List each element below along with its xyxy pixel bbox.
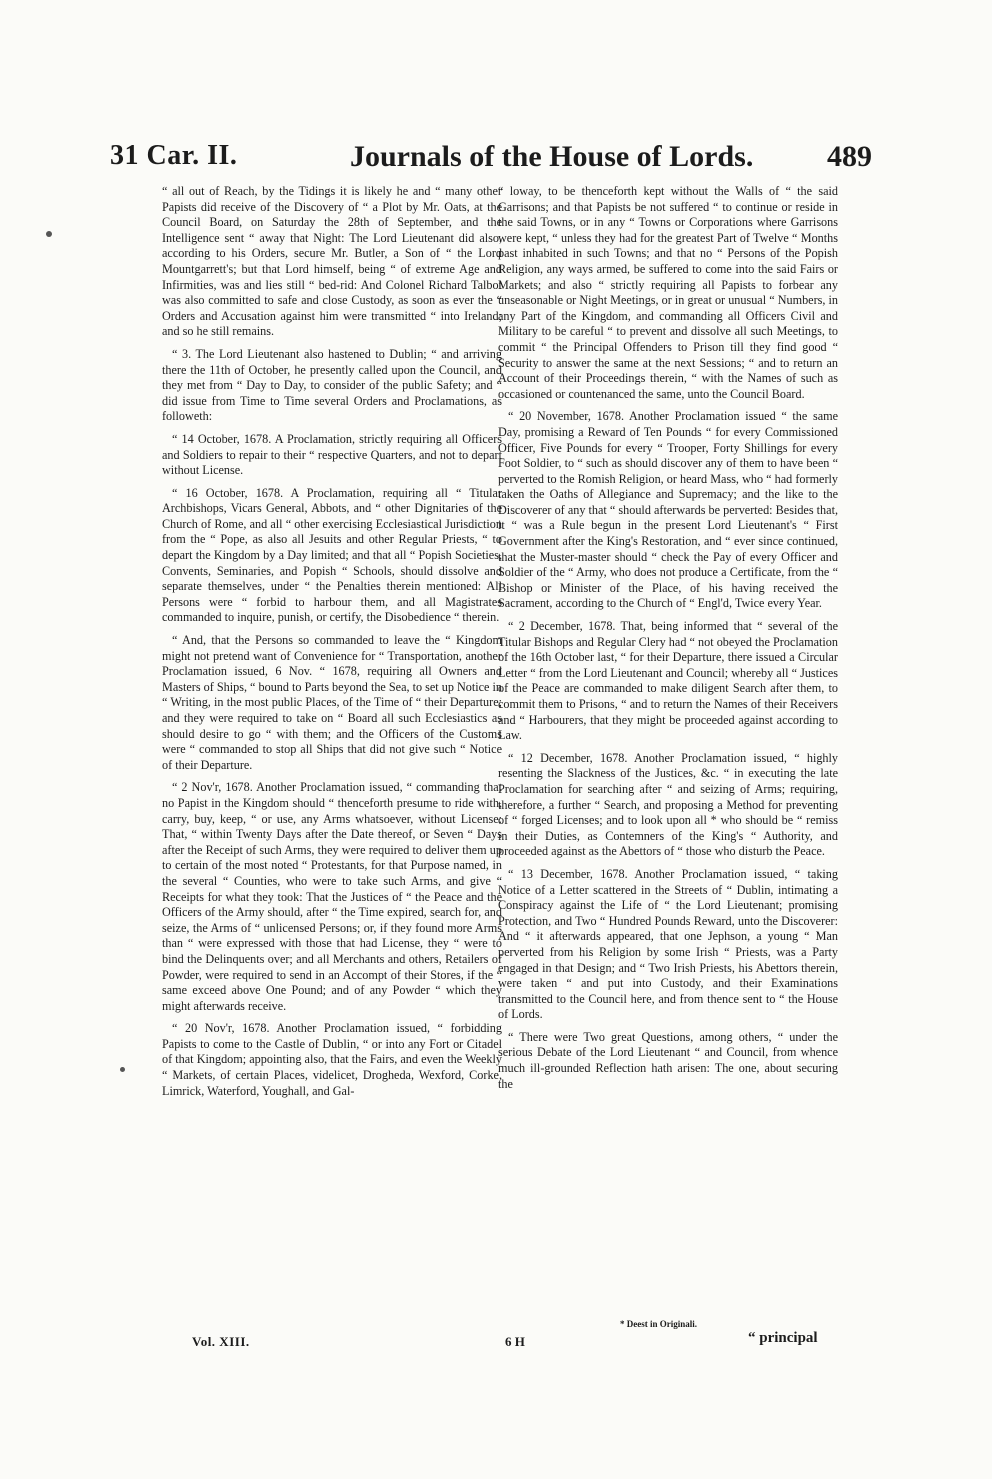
paragraph: “ 14 October, 1678. A Proclamation, strictly requiring all Officers and Soldiers to repair to their “ respective Quarters, and not to depart without License.	[162, 431, 502, 478]
paragraph: “ And, that the Persons so commanded to leave the “ Kingdom might not pretend want of Convenience for “ Transportation, another Proclamation issued, 6 Nov. “ 1678, requiring all Owners and Masters of Ships, “ bound to Parts beyond the Sea, to set up Notice in “ Writing, in the most public Places, of the Time of “ their Departure; and they were required to take on “ Board all such Ecclesiastics as should desire to go “ with them; and the Officers of the Customs were “ commanded to stop all Ships that did not give such “ Notice of their Departure.	[162, 633, 502, 772]
paragraph: “ 2 December, 1678. That, being informed that “ several of the Titular Bishops and Regular Clery had “ not obeyed the Proclamation of the 16th October last, “ for their Departure, there issued a Circular Letter “ from the Lord Lieutenant and Council; whereby all “ Justices of the Peace are commanded to make diligent Search after them, to commit them to Prisons, “ and to return the Names of their Receivers and “ Harbourers, that they might be proceeded against according to Law.	[498, 619, 838, 743]
paragraph: “ 16 October, 1678. A Proclamation, requiring all “ Titular Archbishops, Vicars General, Abbots, and “ other Dignitaries of the Church of Rome, and all “ other exercising Ecclesiastical Jurisdiction from the “ Pope, as also all Jesuits and other Regular Priests, “ to depart the Kingdom by a Day limited; and that all “ Popish Societies, Convents, Seminaries, and Popish “ Schools, should dissolve and separate themselves, under “ the Penalties therein mentioned: All Persons were “ forbid to harbour them, and all Magistrates commanded to inquire, punish, or certify, the Disobedience “ therein.	[162, 485, 502, 625]
margin-mark	[46, 231, 52, 237]
signature-mark: 6 H	[505, 1334, 525, 1349]
right-column	[498, 184, 838, 1304]
paragraph: “ 20 November, 1678. Another Proclamation issued “ the same Day, promising a Reward of Ten Pounds “ for every Commissioned Officer, Five Pounds for every “ Trooper, Forty Shillings for every Foot Soldier, to “ such as should discover any of them to have been “ perverted to the Romish Religion, or heard Mass, who “ had formerly taken the Oaths of Allegiance and Supremacy; and the like to the Discoverer of any that “ should afterwards be perverted: Besides that, it “ was a Rule begun in the present Lord Lieutenant's “ First Government after the King's Restoration, and “ ever since continued, that the Muster-master should “ check the Pay of every Officer and Soldier of the “ Army, who does not produce a Certificate, from the “ Bishop or Minister of the Place, of his having received the Sacrament, according to the Church of “ Engl'd, Twice every Year.	[498, 409, 838, 611]
left-column	[162, 184, 502, 1304]
catchword: “ principal	[748, 1330, 818, 1346]
paragraph: “ 3. The Lord Lieutenant also hastened to Dublin; “ and arriving there the 11th of October, he presently called upon the Council, and they met from “ Day to Day, to consider of the public Safety; and “ did issue from Time to Time several Orders and Proclamations, as followeth:	[162, 346, 502, 424]
paragraph: “ 2 Nov'r, 1678. Another Proclamation issued, “ commanding that no Papist in the Kingdom should “ thenceforth presume to ride with, carry, buy, keep, “ or use, any Arms whatsoever, without License: That, “ within Twenty Days after the Date thereof, or Seven “ Days after the Receipt of such Arms, they were required to deliver them up to certain of the most noted “ Protestants, for that Purpose named, in the several “ Counties, who were to take such Arms, and give “ Receipts for what they took: That the Justices of “ the Peace and the Officers of the Army should, after “ the Time expired, search for, and seize, the Arms of “ unlicensed Persons; or, if they found more Arms than “ were expressed with those that had License, they “ were to bind the Delinquents over; and all Merchants and others, Retailers of Powder, were required to send in an Accompt of their Stores, if the “ same exceed above One Pound; and of any Powder “ which they might afterwards receive.	[162, 780, 502, 1013]
footnote: * Deest in Originali.	[620, 1319, 697, 1329]
volume-label: Vol. XIII.	[192, 1334, 250, 1349]
page-number: 489	[827, 140, 872, 173]
paragraph: “ 20 Nov'r, 1678. Another Proclamation issued, “ forbidding Papists to come to the Castle of Dublin, “ or into any Fort or Citadel of that Kingdom; appointing also, that the Fairs, and even the Weekly “ Markets, of certain Places, videlicet, Drogheda, Wexford, Corke, Limrick, Waterford, Youghall, and Gal-	[162, 1021, 502, 1098]
margin-mark	[120, 1067, 125, 1072]
journal-title: Journals of the House of Lords.	[350, 140, 754, 173]
reign-heading: 31 Car. II.	[110, 140, 238, 171]
page-header	[110, 140, 872, 180]
paragraph: “ loway, to be thenceforth kept without the Walls of “ the said Garrisons; and that Papists be not suffered “ to continue or reside in the said Towns, or in any “ Towns or Corporations where Garrisons were kept, “ unless they had for the greatest Part of Twelve “ Months past inhabited in such Towns; and that no “ Persons of the Popish Religion, any ways armed, be suffered to come into the said Fairs or Markets; and also “ strictly requiring all Papists to forbear any unseasonable or Night Meetings, or in great or unusual “ Numbers, in any Part of the Kingdom, and commanding all Officers Civil and Military to be careful “ to prevent and dissolve all such Meetings, to commit “ the Principal Offenders to Prison till they find good “ Security to answer the same at the next Sessions; “ and to return an Account of their Proceedings therein, “ with the Names of such as occasioned or countenanced the same, unto the Council Board.	[498, 184, 838, 401]
paragraph: “ 13 December, 1678. Another Proclamation issued, “ taking Notice of a Letter scattered in the Streets of “ Dublin, intimating a Conspiracy against the Life of “ the Lord Lieutenant; promising Protection, and Two “ Hundred Pounds Reward, unto the Discoverer: And “ it afterwards appeared, that one Jephson, a young “ Man perverted from his Religion by some Irish “ Priests, was a Party engaged in that Design; and “ Two Irish Priests, his Abettors therein, were taken “ and put into Custody, and their Examinations transmitted to the Council here, and from thence sent to “ the House of Lords.	[498, 866, 838, 1022]
paragraph: “ There were Two great Questions, among others, “ under the serious Debate of the Lord Lieutenant “ and Council, from whence much ill-grounded Reflection hath arisen: The one, about securing the	[498, 1029, 838, 1091]
paragraph: “ 12 December, 1678. Another Proclamation issued, “ highly resenting the Slackness of the Justices, &c. “ in executing the late Proclamation for searching after “ and seizing of Arms; requiring, therefore, a further “ Search, and proposing a Method for preventing of “ forged Licenses; and to look upon all * who should be “ remiss in their Duties, as Contemners of the King's “ Authority, and proceeded against as the Abettors of “ those who disturb the Peace.	[498, 750, 838, 859]
paragraph: “ all out of Reach, by the Tidings it is likely he and “ many other Papists did receive of the Discovery of “ a Plot by Mr. Oats, at the Council Board, on Saturday the 28th of September, and the Intelligence sent “ away that Night: The Lord Lieutenant did also, according to his Orders, secure Mr. Butler, a Son of “ the Lord Mountgarrett's; but that Lord himself, being “ of extreme Age and Infirmities, was and lies still “ bed-rid: And Colonel Richard Talbot was also committed to safe and close Custody, as soon as ever the “ Orders and Accusation against him were transmitted “ into Ireland; and so he still remains.	[162, 184, 502, 339]
